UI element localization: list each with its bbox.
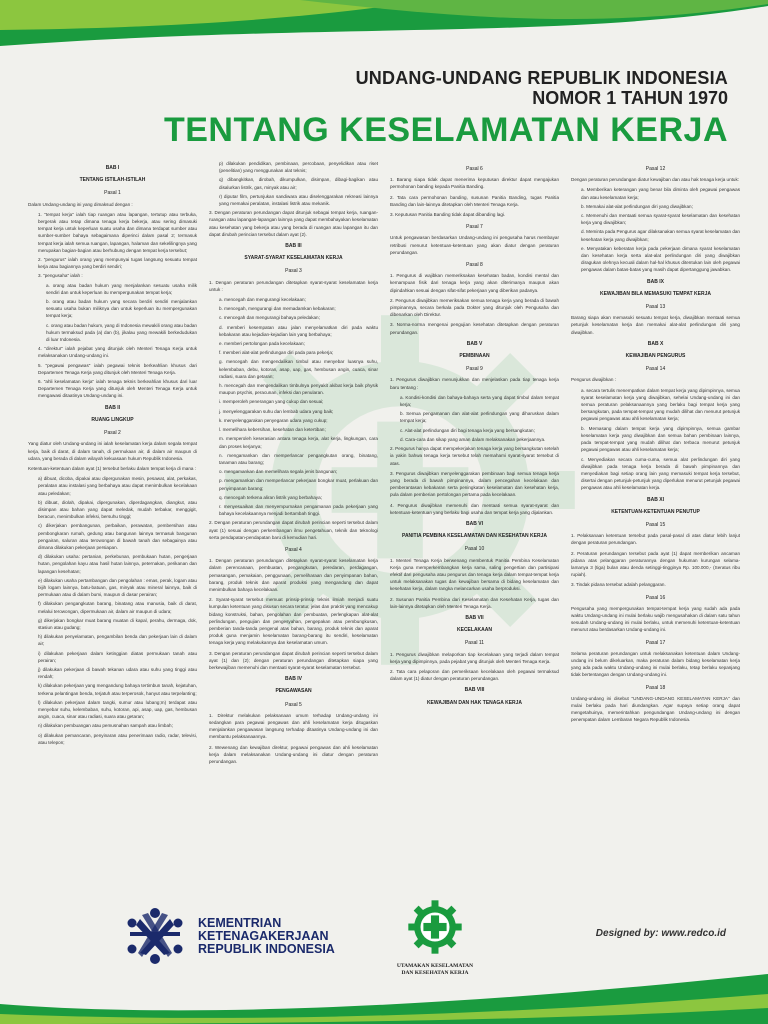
article-item: p) dilakukan pendidikan, pembinaan, percobaan, penyelidikan atau riset (penelitian) yang menggunakan alat teknis; — [219, 161, 378, 174]
article-item: a. mencegah dan mengurangi kecelakaan; — [219, 297, 306, 303]
article-item: e. Menyatakan keberatan kerja pada pekerjaan dimana syarat keselamatan dan kesehatan kerja serta alat-alat perlindungan diri yang diwajibkan diragukan olehnya kecuali dalam hal-hal khusus ditentukan lain oleh pegawai pengawas dalam batas-batas yang masih dapat dipertanggung jawabkan. — [581, 245, 740, 273]
article-text: Pengusaha yang mempergunakan tempat-tempat kerja yang sudah ada pada waktu Undang-undang ini mulai berlaku wajib mengusahakan di dalam satu tahun sesudah Undang-undang ini mulai berlaku, untuk memenuhi ketentuan-ketentuan menurut atau berdasarkan Undang-undang ini. — [571, 605, 740, 633]
article-item: o) dilakukan pemancaran, penyinaran atau penerimaan radio, radar, televisi, atau telepon; — [38, 732, 197, 745]
ministry-name-line: KETENAGAKERJAAN — [198, 928, 329, 943]
article-heading: Pasal 3 — [285, 268, 302, 275]
chapter-title: KETENTUAN-KETENTUAN PENUTUP — [611, 508, 700, 515]
law-number: NOMOR 1 TAHUN 1970 — [532, 88, 728, 108]
article-heading: Pasal 7 — [466, 224, 483, 231]
article-text: 3. Keputusan Panitia Banding tidak dapat dibanding lagi. — [390, 212, 506, 218]
article-text: 3. Pengurus diwajibkan menyelenggarakan pembinaan bagi semua tenaga kerja yang berada di bawah pimpinannya, dalam pencegahan kecelakaan dan pemberantasan kebakaran serta peningkatan keselamatan dan kesehatan kerja, pula dalam pemberian pertolongan pertama pada kecelakaan. — [390, 470, 559, 498]
article-text: 4. Pengurus diwajibkan memenuhi dan mentaati semua syarat-syarat dan ketentuan-ketentuan yang berlaku bagi usaha dan tempat kerja yang dijalankan. — [390, 502, 559, 515]
article-item: q) dibangkitkan, dirobah, dikumpulkan, disimpan, dibagi-bagikan atau disalurkan listrik, gas, minyak atau air; — [219, 177, 378, 190]
article-text: 2. Tata cara pelaporan dan pemeriksaan kecelakaan oleh pegawai termaksud dalam ayat (1) diatur dengan peraturan perundangan. — [390, 668, 559, 682]
article-item: f. memberi alat-alat perlindungan diri pada para pekerja; — [219, 350, 334, 356]
article-heading: Pasal 2 — [104, 430, 121, 437]
article-text: Pengurus diwajibkan : — [571, 377, 616, 383]
article-heading: Pasal 10 — [464, 546, 485, 553]
article-text: 2. Wewenang dan kewajiban direktur, pegawai pengawas dan ahli keselamatan kerja dalam melaksanakan Undang-undang ini diatur dengan peraturan perundangan. — [209, 744, 378, 765]
article-text: 2. Pengurus hanya dapat mempekerjakan tenaga kerja yang bersangkutan setelah ia yakin bahwa tenaga kerja tersebut telah memahami syarat-syarat tersebut di atas. — [390, 446, 559, 466]
law-subject: TENTANG KESELAMATAN KERJA — [163, 111, 728, 149]
article-item: b. Semua pengamanan dan alat-alat perlindungan yang diharuskan dalam tempat kerja; — [400, 411, 559, 424]
article-text: 1. Menteri Tenaga Kerja berwenang membentuk Panitia Pembina Keselamatan Kerja guna memperkembangkan kerja sama, saling pengertian dan partisipasi efektif dari pengusaha atau pengurus dan tenaga kerja dalam tempat-tempat kerja untuk melaksanakan tugas dan kewajiban bersama di bidang keselamatan dan kesehatan kerja, dalam rangka melancarkan usaha berproduksi. — [390, 557, 559, 592]
article-item: b) dibuat, diolah, dipakai, dipergunakan, diperdagangkan, diangkut, atau disimpan atau bahan yang dapat meledak, mudah terbakar, menggigit, beracun, menimbulkan infeksi, bersuhu tinggi; — [38, 499, 197, 520]
column-3 — [390, 160, 559, 900]
article-item: j) dilakukan pekerjaan di bawah tekanan udara atau suhu yang tinggi atau rendah; — [38, 666, 197, 680]
article-item: n. mengamankan dan memperlancar pengangkutan orang, binatang, tanaman atau barang; — [219, 452, 378, 465]
article-heading: Pasal 12 — [645, 166, 666, 172]
article-text: Barang siapa akan memasuki sesuatu tempat kerja, diwajibkan mentaati semua petunjuk keselamatan kerja dan memakai alat-alat perlindungan diri yang diwajibkan. — [571, 315, 740, 335]
article-item: c. Alat-alat perlindungan diri bagi tenaga kerja yang bersangkutan; — [400, 427, 535, 433]
article-item: 5. "pegawai pengawas" ialah pegawai teknis berkeahlian khusus dari Departemen Tenaga Kerja yang ditunjuk oleh Menteri Tenaga Kerja. — [38, 362, 197, 375]
article-heading: Pasal 5 — [285, 701, 302, 708]
article-item: h) dilakukan penyelamatan, pengambilan benda dan pekerjaan lain di dalam air; — [38, 634, 197, 647]
chapter-title: RUANG LINGKUP — [91, 416, 134, 423]
article-item: o. mengamankan dan memelihara segala jenis bangunan; — [219, 469, 338, 475]
article-text: 1. Pelaksanaan ketentuan tersebut pada pasal-pasal di atas diatur lebih lanjut dengan peraturan perundangan. — [571, 533, 740, 546]
article-item: 4. "direktur" ialah pejabat yang ditunjuk oleh Menteri Tenaga Kerja untuk melaksanakan Undang-undang ini. — [38, 346, 197, 359]
article-item: j. menyelenggarakan suhu dan lembab udara yang baik; — [219, 408, 334, 414]
chapter-title: SYARAT-SYARAT KESELAMATAN KERJA — [244, 255, 343, 262]
article-text: 1. Pengurus di wajibkan memeriksakan kesehatan badan, kondisi mental dan kemampuan fisik dari tenaga kerja yang akan diterimanya maupun akan dipindahkan sesuai dengan sifat-sifat pekerjaan yang diberikan padanya. — [390, 273, 559, 293]
article-item: d) dilakukan usaha: pertanian, perkebunan, pembukaan hutan, pengerjaan hutan, pengolahan kayu atau hasil hutan lainnya, peternakan, perikanan dan lapangan kesehatan; — [38, 554, 197, 574]
article-item: d. Cara-cara dan sikap yang aman dalam melaksanakan pekerjaannya. — [400, 436, 546, 442]
chapter-heading: BAB VIII — [464, 687, 485, 694]
chapter-title: KEWAJIBAN BILA MEMASUKI TEMPAT KERJA — [599, 290, 712, 297]
article-text: 2. Pengurus diwajibkan memeriksakan semua tenaga kerja yang berada di bawah pimpinannya, secara berkala pada Dokter yang ditunjuk oleh Pengusaha dan dibenarkan oleh Direktur. — [390, 297, 559, 318]
chapter-title: KEWAJIBAN DAN HAK TENAGA KERJA — [426, 699, 523, 706]
article-item: d. memberi kesempatan atau jalan menyelamatkan diri pada waktu kebakaran atau kejadian-kejadian lain yang berbahaya; — [219, 324, 378, 337]
article-item: m. memperoleh keserasian antara tenaga kerja, alat kerja, lingkungan, cara dan proses kerjanya; — [219, 436, 378, 449]
article-text: 2. Syarat-syarat tersebut memuat prinsip-prinsip teknis ilmiah menjadi suatu kumpulan ketentuan yang disusun secara teratur, jelas dan praktis yang mencakup bidang konstruksi, bahan, pengolahan dan pembuatan, perlengkapan alat-alat perlindungan, pengujian dan pengesyahan, pengepakan atau pembungkusan, pemberian tanda-tanda pengenal atas bahan, barang, produk teknis dan aparat produk guna menjamin keselamatan barang-barang itu sendiri, keselamatan tenaga kerja yang melakukannya dan keselamatan umum. — [209, 597, 378, 646]
article-item: b. Memakai alat-alat perlindungan diri yang diwajibkan; — [581, 203, 693, 209]
article-item: 2. "pengurus" ialah orang yang mempunyai tugas langsung sesuatu tempat kerja atau bagiannya yang berdiri sendiri; — [38, 257, 197, 270]
article-text: 1. Barang siapa tidak dapat menerima keputusan direktur dapat mengajukan permohonan banding kepada Panitia Banding. — [390, 177, 559, 190]
top-swoosh-decoration — [0, 0, 768, 60]
article-subitem: b. orang atau badan hukum yang secara berdiri sendiri menjalankan sesuatu usaha bukan miliknya dan untuk keperluan itu mempergunakan tempat kerja; — [46, 299, 197, 319]
law-text-columns — [28, 160, 740, 900]
article-item: i) dilakukan pekerjaan dalam ketinggian diatas permukaan tanah atau perairan; — [38, 650, 197, 663]
article-item: b. Memasang dalam tempat kerja yang dipimpinnya, semua gambar keselamatan kerja yang diwajibkan dan semua bahan pembinaan lainnya, pada tempat-tempat yang mudah dilihat dan terbaca menurut petunjuk pegawai pengawas atau ahli keselamatan kerja; — [581, 425, 740, 453]
designer-label: Designed by: — [595, 928, 659, 939]
article-text: 2. Dengan peraturan perundangan dapat dirubah perincian seperti tersebut dalam ayat (1) sesuai dengan perkembangan ilmu pengetahuan, teknik dan teknologi serta pendapatan-pendapatan baru di kemudian hari. — [209, 520, 378, 540]
article-item: 6. "ahli keselamatan kerja" ialah tenaga teknis berkeahlian khusus dari luar Departemen Tenaga Kerja yang ditunjuk oleh Menteri Tenaga Kerja untuk mengawasi ditaatinya Undang-undang ini. — [38, 379, 197, 399]
designer-credit — [596, 928, 726, 939]
article-subitem: c. orang atau badan hukum, yang di Indonesia mewakili orang atau badan hukum termaksud pada (a) dan (b), jikalau yang mewakili berkedudukan di luar Indonesia. — [46, 322, 197, 343]
article-item: d. Meminta pada Pengurus agar dilaksanakan semua syarat keselamatan dan kesehatan kerja yang diwajibkan; — [581, 229, 740, 242]
article-item: c. mencegah dan mengurangi bahaya peledakan; — [219, 315, 320, 321]
k3-caption-line: UTAMAKAN KESELAMATAN — [396, 963, 474, 969]
article-item: f) dilakukan pengangkutan barang, binatang atau manusia, baik di darat, melalui terowongan, dipermukaan air, dalam air maupun di udara; — [38, 601, 197, 614]
chapter-heading: BAB V — [466, 340, 483, 347]
ministry-name — [198, 917, 335, 956]
article-text: 3. Dengan peraturan perundangan dapat dirubah perincian seperti tersebut dalam ayat (1) dan (2); dengan peraturan perundangan ditetapkan siapa yang berkewajiban memenuhi dan mentaati syarat-syarat keselamatan tersebut. — [209, 650, 378, 670]
article-text: 1. Direktur melakukan pelaksanaan umum terhadap Undang-undang ini sedangkan para pegawai pengawas dan ahli keselamatan kerja ditugaskan menjalankan pengawasan langsung terhadap ditaatinya Undang-undang ini dan membantu pelaksanaannya. — [209, 712, 378, 740]
article-heading: Pasal 18 — [645, 684, 666, 691]
chapter-title: PEMBINAAN — [459, 353, 490, 360]
article-item: p. mengamankan dan memperlancar pekerjaan bongkar muat, perlakuan dan penyimpanan barang; — [219, 478, 378, 491]
article-item: k) dilakukan pekerjaan yang mengandung bahaya tertimbun tanah, kejatuhan, terkena pelantingan benda, terjatuh atau terperosok, hanyut atau terpelanting; — [38, 683, 197, 696]
chapter-heading: BAB VI — [466, 520, 483, 527]
chapter-heading: BAB X — [647, 340, 664, 347]
article-text: 2. Susunan Panitia Pembina dari Keselamatan dan Kesehatan Kerja, tugas dan lain-lainnya ditetapkan oleh Menteri Tenaga Kerja. — [390, 596, 559, 609]
article-item: c. Menyediakan secara cuma-cuma, semua alat perlindungan diri yang diwajibkan pada tenaga kerja berada di bawah pimpinannya dan menyediakan bagi setiap orang lain yang memasuki tempat kerja tersebut, disertai dengan petunjuk-petunjuk yang diperlukan menurut petunjuk pegawai pengawas atau ahli keselamatan kerja. — [581, 456, 740, 491]
chapter-title: PANITIA PEMBINA KESELAMATAN DAN KESEHATAN KERJA — [401, 533, 547, 540]
article-item: c) dikerjakan pembangunan, perbaikan, perawatan, pembersihan atau pembongkaran rumah, gedung atau bangunan lainnya termasuk bangunan pengairan, saluran atau terowongan di bawah tanah dan sebagainya atau dimana dilakukan pekerjaan persiapan. — [38, 523, 197, 550]
article-item: g) dikerjakan bongkar muat barang muatan di kapal, perahu, dermaga, dok, stasiun atau gudang; — [38, 617, 197, 630]
article-text: 3. Norma-norma mengenai pengujian kesehatan ditetapkan dengan peraturan perundangan. — [390, 322, 559, 335]
article-heading: Pasal 16 — [645, 594, 666, 601]
chapter-title: TENTANG ISTILAH-ISTILAH — [79, 177, 146, 184]
article-text: Untuk pengawasan berdasarkan Undang-undang ini pengusaha harus membayar retribusi menurut ketentuan-ketentuan yang akan diatur dengan peraturan perundangan. — [390, 235, 559, 255]
article-subitem: a. orang atau badan hukum yang menjalankan sesuatu usaha milik sendiri dan untuk keperluan itu mempergunakan tempat kerja; — [46, 282, 197, 295]
article-text: 1. Dengan peraturan perundangan ditetapkan syarat-syarat keselamatan kerja dalam perencanaan, pembuatan, pengangkutan, peredaran, perdagangan, pemasangan, pemakaian, penggunaan, pemeliharaan dan penyimpanan bahan, barang, produk teknis dan aparat produksi yang mengandung dan dapat menimbulkan bahaya kecelakaan. — [209, 558, 378, 592]
article-item: r. menyesuaikan dan menyempurnakan pengamanan pada pekerjaan yang bahaya kecelakaannya menjadi bertambah tinggi. — [219, 503, 378, 517]
article-item: i. memperoleh penerangan yang cukup dan sesuai; — [219, 399, 324, 405]
ministry-name-line: KEMENTRIAN — [198, 915, 282, 930]
chapter-heading: BAB I — [105, 165, 120, 171]
bottom-swoosh-decoration — [0, 954, 768, 1024]
k3-caption-line: DAN KESEHATAN KERJA — [401, 969, 469, 976]
article-text: Yang diatur oleh Undang-undang ini ialah keselamatan kerja dalam segala tempat kerja, baik di darat, di dalam tanah, di permukaan air, di dalam air maupun di udara, yang berada di dalam wilayah kekuasaan hukum Republik Indonesia. — [28, 441, 197, 461]
k3-gear-cross-icon — [406, 898, 464, 956]
article-text: 1. Dengan peraturan perundangan ditetapkan syarat-syarat keselamatan kerja untuk : — [209, 279, 378, 292]
ministry-name-line: REPUBLIK INDONESIA — [198, 941, 335, 956]
article-text: Dengan peraturan perundangan diatur kewajiban dan atau hak tenaga kerja untuk: — [571, 177, 740, 183]
article-item: c. Memenuhi dan mentaati semua syarat-syarat keselamatan dan kesehatan kerja yang diwajibkan; — [581, 213, 740, 226]
article-heading: Pasal 17 — [645, 639, 666, 646]
article-item: a. Kondisi-kondisi dan bahaya-bahaya serta yang dapat timbul dalam tempat kerja; — [400, 394, 559, 408]
article-text: 2. Tata cara permohonan banding, susunan Panitia Banding, tugas Panitia Banding dan lain-lainnya ditetapkan oleh Menteri Tenaga Kerja. — [390, 194, 559, 207]
article-text: 1. Pengurus diwajibkan menunjukkan dan menjelaskan pada tiap tenaga kerja baru tentang : — [390, 377, 559, 390]
article-heading: Pasal 14 — [645, 366, 666, 373]
article-item: g. mencegah dan mengendalikan timbul atau menyebar luasnya suhu, kelembaban, debu, kotoran, asap, uap, gas, hembusan angin, cuaca, sinar radiasi, suara dan getaran; — [219, 359, 378, 379]
article-text: Undang-undang ini disebut "UNDANG-UNDANG KESELAMATAN KERJA" dan mulai berlaku pada hari diundangkan. Agar supaya setiap orang dapat mengetahuinya, memerintahkan pengundangan Undang-undang ini dengan penempatan dalam Lembaran Negara Republik Indonesia. — [571, 695, 740, 723]
article-item: h. mencegah dan mengendalikan timbulnya penyakit akibat kerja baik physik maupun psychis, peracunan, infeksi dan penularan. — [219, 383, 378, 396]
chapter-heading: BAB XI — [647, 496, 664, 503]
article-item: e. memberi pertolongan pada kecelakaan; — [219, 341, 305, 347]
article-heading: Pasal 15 — [645, 521, 666, 528]
article-item: a. secara tertulis menempatkan dalam tempat kerja yang dipimpinnya, semua syarat keselamatan kerja yang diwajibkan, sehelai Undang-undang ini dan semua peraturan pelaksanaannya yang berlaku bagi tempat kerja yang bersangkutan, pada tempat-tempat yang mudah dilihat dan menurut petunjuk pegawai pengawas atau ahli keselamatan kerja; — [581, 387, 740, 422]
article-item: 3. "pengusaha" ialah : — [38, 273, 83, 279]
column-1 — [28, 160, 197, 900]
designer-link[interactable]: www.redco.id — [661, 928, 726, 939]
article-heading: Pasal 11 — [464, 640, 485, 647]
article-heading: Pasal 6 — [466, 166, 483, 172]
article-text: Selama peraturan perundangan untuk melaksanakan ketentuan dalam Undang-undang ini belum dikeluarkan, maka peraturan dalam bidang keselamatan kerja yang ada pada waktu Undang-undang ini mulai berlaku, tetap berlaku sepanjang tidak bertentangan dengan Undang-undang ini. — [571, 650, 740, 678]
article-heading: Pasal 8 — [466, 262, 483, 269]
article-item: l. memelihara kebersihan, kesehatan dan ketertiban; — [219, 427, 326, 433]
article-item: q. mencegah terkena aliran listrik yang berbahaya; — [219, 494, 322, 500]
article-item: a. Memberikan keterangan yang benar bila diminta oleh pegawai pengawas dan atau keselamatan kerja; — [581, 187, 740, 200]
chapter-title: KECELAKAAN — [457, 627, 492, 634]
article-text: Ketentuan-ketentuan dalam ayat (1) tersebut berlaku dalam tempat kerja di mana : — [28, 465, 197, 471]
chapter-heading: BAB II — [105, 404, 120, 411]
column-4 — [571, 160, 740, 900]
poster-header — [164, 68, 728, 150]
article-heading: Pasal 4 — [285, 546, 302, 553]
article-item: e) dilakukan usaha pertambangan dan pengolahan : emas, perak, logam atau bijih logam lainnya, batu-batuan, gas, minyak atau mineral lainnya, baik di permukaan atau di dalam bumi, maupun di dasar perairan; — [38, 577, 197, 598]
article-item: n) dilakukan pembuangan atau pemusnahan sampah atau limbah; — [38, 723, 173, 729]
article-item: b. mencegah, mengurangi dan memadamkan kebakaran; — [219, 306, 336, 312]
article-text: 3. Dengan peraturan perundangan dapat ditunjuk sebagai tempat kerja, ruangan-ruangan atau lapangan-lapangan lainnya yang dapat membahayakan keselamatan atau kesehatan yang bekerja atau yang berada di ruangan atau lapangan itu dan dapat dirubah perincian tersebut dalam ayat (2). — [209, 210, 378, 237]
article-heading: Pasal 13 — [645, 304, 666, 311]
chapter-heading: BAB IV — [285, 676, 302, 683]
article-text: 2. Peraturan perundangan tersebut pada ayat (1) dapat memberikan ancaman pidana atas pelanggaran peraturannya dengan hukuman kurungan selama-lamanya 3 (tiga) bulan atau denda setinggi-tingginya Rp. 100.000,- (Seratus ribu rupiah). — [571, 550, 740, 578]
article-text: 1. Pengurus diwajibkan melaporkan tiap kecelakaan yang terjadi dalam tempat kerja yang dipimpinnya, pada pejabat yang ditunjuk oleh Menteri Tenaga Kerja. — [390, 651, 559, 664]
article-item: 1. "tempat kerja" ialah tiap ruangan atau lapangan, tertutup atau terbuka, bergerak atau tetap dimana tenaga kerja bekerja, atau sering dimasuki tempat kerja untuk keperluan suatu usaha dan dimana terdapat sumber atau sumber-sumber bahaya sebagaimana diperinci dalam pasal 2; termasuk tempat kerja ialah semua ruangan, lapangan, halaman dan sekelilingnya yang merupakan bagian-bagian atau berhubung dengan tempat kerja tersebut; — [38, 211, 197, 253]
article-item: a) dibuat, dicoba, dipakai atau dipergunakan mesin, pesawat, alat, perkakas, peralatan atau instalasi yang berbahaya atau dapat menimbulkan kecelakaan atau peledakan; — [38, 476, 197, 496]
article-text: Dalam Undang-undang ini yang dimaksud dengan : — [28, 201, 133, 207]
article-item: k. menyelenggarakan penyegaran udara yang cukup; — [219, 417, 328, 423]
article-item: r) diputar film, pertunjukan sandiwara atau diselenggarakan rekreasi lainnya yang memakai peralatan, instalasi listrik atau mekanik. — [219, 193, 378, 207]
law-title: UNDANG-UNDANG REPUBLIK INDONESIA — [355, 68, 728, 88]
article-item: l) dilakukan pekerjaan dalam tangki, sumur atau lubang;m) terdapat atau menyebar suhu, kelembaban, suhu, kotoran, api, asap, uap, gas, hembusan angin, cuaca, sinar atau radiasi, suara atau getaran; — [38, 699, 197, 720]
article-heading: Pasal 1 — [104, 190, 121, 197]
chapter-heading: BAB III — [285, 243, 302, 250]
chapter-title: PENGAWASAN — [275, 688, 312, 695]
article-heading: Pasal 9 — [466, 366, 483, 373]
chapter-heading: BAB IX — [647, 278, 664, 285]
chapter-title: KEWAJIBAN PENGURUS — [625, 353, 686, 360]
chapter-heading: BAB VII — [465, 614, 484, 621]
column-2 — [209, 160, 378, 900]
article-text: 3. Tindak pidana tersebut adalah pelanggaran. — [571, 582, 666, 588]
